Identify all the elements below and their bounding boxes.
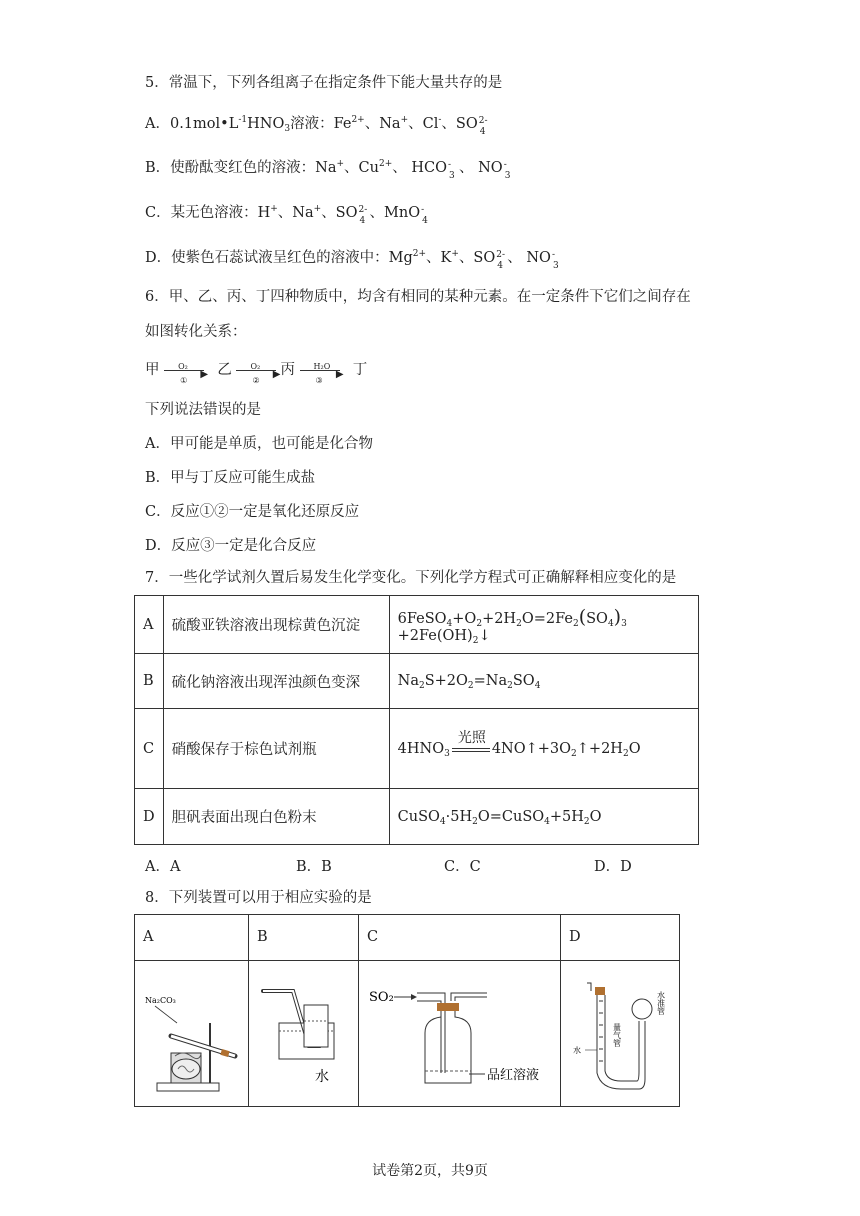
row-desc: 硫化钠溶液出现浑浊颜色变深 [163,654,389,709]
table-row [135,709,699,789]
q6-conversion-chain [145,360,368,385]
q8-stem: 8．下列装置可以用于相应实验的是 [145,890,372,906]
q6-stem-2: 如图转化关系： [145,324,247,340]
q7-stem: 7．一些化学试剂久置后易发生化学变化。下列化学方程式可正确解释相应变化的是 [145,570,677,586]
chain-jia: 甲 [145,362,160,378]
row-equation: $Na_2S+2O_2=Na_2SO_4$ [389,654,698,709]
svg-text:Na₂CO₃: Na₂CO₃ [145,996,176,1005]
table-row [135,654,699,709]
row-equation: $6FeSO_4+O_2+2H_2O=2Fe_2(SO_4)_3$ $+2Fe(OH)_2↓$ [389,596,698,654]
wash-bottle-icon [359,961,560,1106]
q6-option-c: C．反应①②一定是氧化还原反应 [145,504,360,520]
row-desc: 硝酸保存于棕色试剂瓶 [163,709,389,789]
row-desc: 胆矾表面出现白色粉末 [163,789,389,845]
arrow-2: O₂ ▶ ② [236,360,280,380]
svg-text:品红溶液: 品红溶液 [487,1068,540,1083]
header-c: C [359,915,561,961]
svg-text:水准管: 水准管 [656,991,666,1015]
arrow-1: O₂ ▶ ① [164,360,208,380]
q7-option-b: B．B [296,859,332,875]
table-row [135,961,680,1107]
q6-option-d: D．反应③一定是化合反应 [145,538,317,554]
q7-option-c: C．C [444,859,481,875]
q7-option-d: D．D [594,859,632,875]
heating-apparatus-icon [135,961,248,1106]
cell-d [561,961,680,1107]
q6-option-a: A．甲可能是单质，也可能是化合物 [145,436,373,452]
q7-table [134,595,699,845]
q8-table [134,914,680,1107]
cell-c [359,961,561,1107]
row-equation: $4HNO_3$ 光照 $4NO↑+3O_2↑+2H_2O$ [389,709,698,789]
chain-ding: 丁 [352,362,368,378]
q6-ask: 下列说法错误的是 [145,402,261,418]
condition-label: 光照 [457,729,486,746]
table-row [135,596,699,654]
gas-collection-icon [249,961,358,1106]
header-a: A [135,915,249,961]
chain-bing: 丙 [280,362,295,378]
q5-option-d: D．使紫色石蕊试液呈红色的溶液中：$Mg^{2+}$、K+、SO 2- 4 、 NO - 3 [145,249,559,271]
header-d: D [561,915,680,961]
row-key: A [135,596,164,654]
row-desc: 硫酸亚铁溶液出现棕黄色沉淀 [163,596,389,654]
table-header-row [135,915,680,961]
row-equation: $CuSO_4\cdot 5H_2O=CuSO_4+5H_2O$ [389,789,698,845]
q6-option-b: B．甲与丁反应可能生成盐 [145,470,316,486]
row-key: B [135,654,164,709]
q6-stem-1: 6．甲、乙、丙、丁四种物质中，均含有相同的某种元素。在一定条件下它们之间存在 [145,289,691,305]
svg-text:SO₂: SO₂ [369,990,394,1005]
svg-text:水: 水 [315,1069,329,1085]
q5-option-b: B．使酚酞变红色的溶液：Na+、$Cu^{2+}$、 HCO - 3 、 NO - 3 [145,159,511,181]
table-row [135,789,699,845]
gas-burette-icon [561,961,679,1106]
q5-option-a: A．$0.1mol•L^{-1}HNO_3$溶液：$Fe^{2+}$、Na+、Cl-、SO 2- 4 [145,115,488,137]
arrow-3: H₂O ▶ ③ [300,360,344,380]
q5-stem: 5．常温下，下列各组离子在指定条件下能大量共存的是 [145,75,503,91]
cell-a [135,961,249,1107]
row-key: C [135,709,164,789]
page-footer: 试卷第2页，共9页 [372,1163,488,1179]
q5-option-c: C．某无色溶液：H+、Na+、SO 2- 4 、MnO - 4 [145,204,428,226]
chain-yi: 乙 [217,362,232,378]
cell-b [249,961,359,1107]
svg-text:量气管: 量气管 [612,1023,622,1047]
row-key: D [135,789,164,845]
svg-text:水: 水 [573,1046,581,1055]
header-b: B [249,915,359,961]
q7-option-a: A．A [145,859,181,875]
